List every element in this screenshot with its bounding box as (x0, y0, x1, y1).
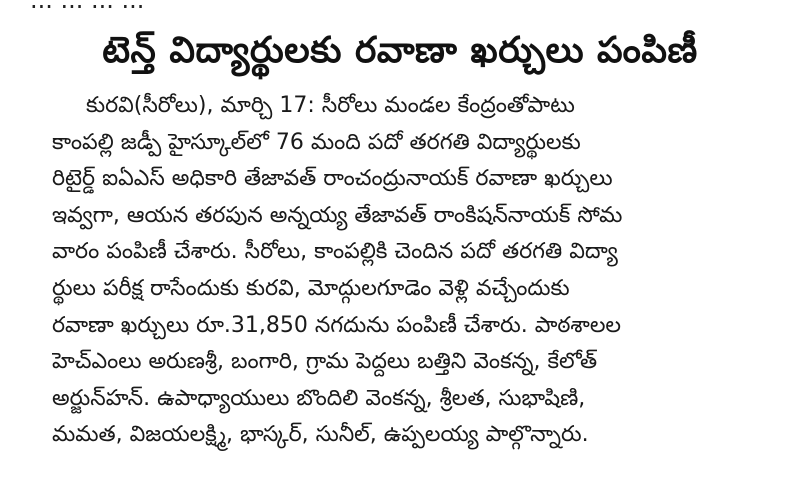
article-line: మమత, విజయలక్ష్మి, భాస్కర్, సునీల్, ఉప్పలయ్య పాల్గొన్నారు. (52, 422, 589, 448)
article-line: ర్థులు పరీక్ష రాసేందుకు కురవి, మోద్గులగూడెం వెళ్లి వచ్చేందుకు (52, 275, 570, 301)
article-headline: టెన్త్ విద్యార్థులకు రవాణా ఖర్చులు పంపిణీ (102, 30, 698, 71)
article-line: కాంపల్లి జడ్పీ హైస్కూల్‌లో 76 మంది పదో తరగతి విద్యార్థులకు (52, 129, 581, 155)
cut-off-previous-article-line: ... ... ... ... (30, 0, 145, 14)
article-body (52, 88, 758, 454)
article-line: అర్జున్‌హన్. ఉపాధ్యాయులు బొందిలి వెంకన్న, శ్రీలత, సుభాషిణి, (52, 385, 586, 411)
article-line: హెచ్‌ఎంలు అరుణశ్రీ, బంగారి, గ్రామ పెద్దలు బత్తిని వెంకన్న, కేలోత్ (52, 349, 598, 375)
article-line: రవాణా ఖర్చులు రూ.31,850 నగదును పంపిణీ చేశారు. పాఠశాలల (52, 312, 622, 338)
article-line: వారం పంపిణీ చేశారు. సీరోలు, కాంపల్లికి చెందిన పదో తరగతి విద్యా (52, 239, 618, 265)
article-line: రిటైర్డ్ ఐఏఎస్ అధికారి తేజావత్ రాంచంద్రునాయక్ రవాణా ఖర్చులు (52, 166, 613, 192)
article-line: ఇవ్వగా, ఆయన తరపున అన్నయ్య తేజావత్ రాంకిషన్‌నాయక్ సోమ (52, 202, 623, 228)
article-line: కురవి(సీరోలు), మార్చి 17: సీరోలు మండల కేంద్రంతోపాటు (86, 93, 575, 118)
